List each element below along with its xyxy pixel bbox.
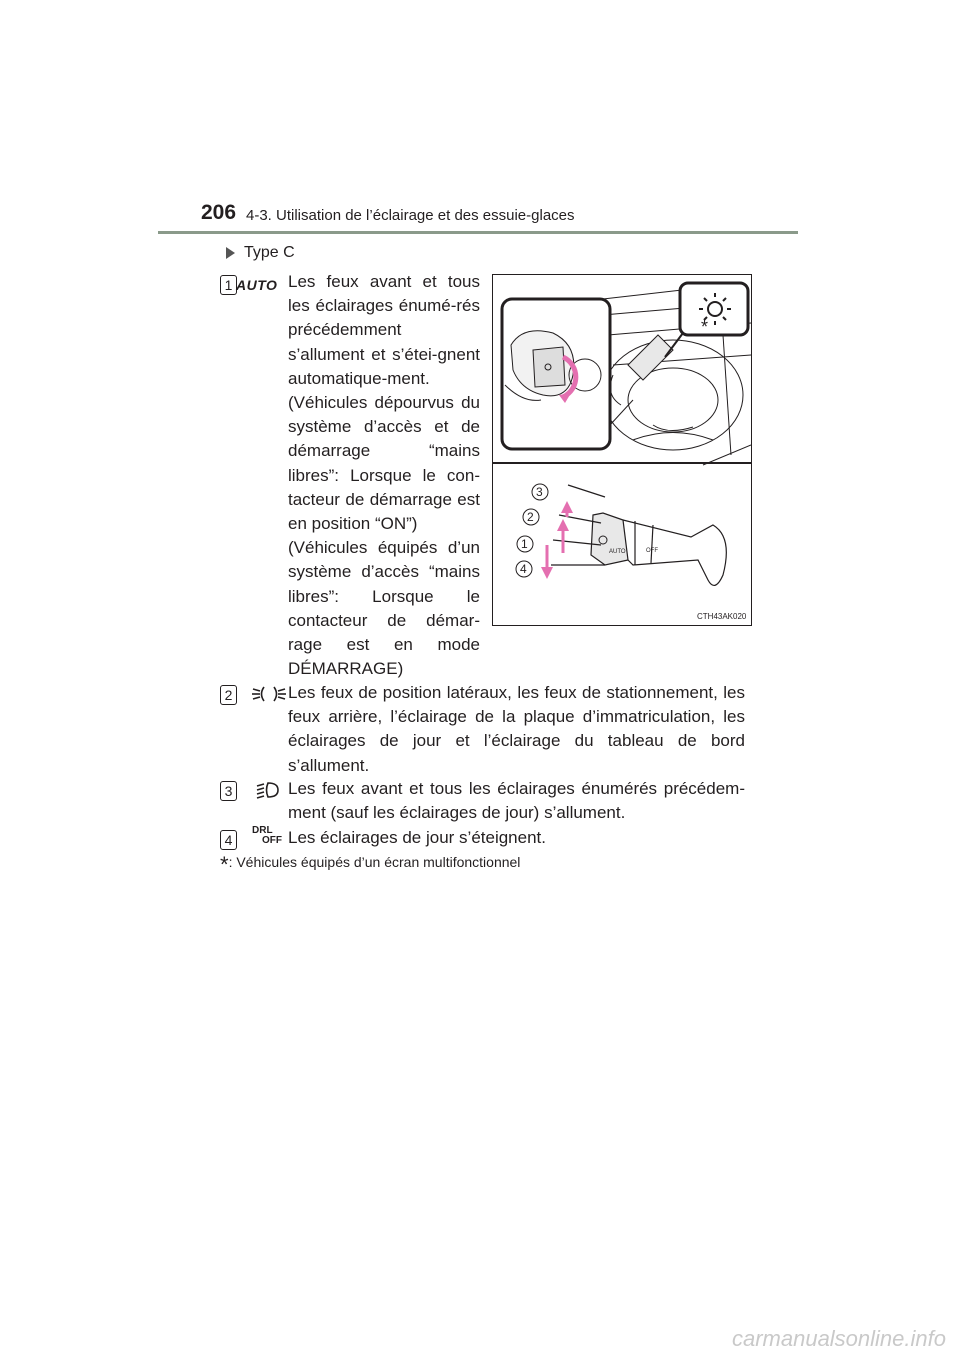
off-switch-label: OFF bbox=[646, 548, 658, 554]
auto-switch-label: AUTO bbox=[609, 549, 626, 555]
triangle-bullet-icon bbox=[226, 247, 235, 259]
type-label: Type C bbox=[244, 244, 295, 261]
callout-3: 3 bbox=[536, 485, 543, 499]
page-number: 206 bbox=[201, 201, 237, 224]
item-number-3: 3 bbox=[220, 781, 237, 801]
asterisk-mark: * bbox=[701, 317, 709, 337]
callout-1: 1 bbox=[521, 537, 528, 551]
item-4-description: Les éclairages de jour s’éteignent. bbox=[288, 828, 546, 847]
auto-icon: AUTO bbox=[236, 277, 278, 293]
item-number-1: 1 bbox=[220, 275, 237, 295]
headlight-icon bbox=[254, 780, 282, 805]
off-icon-text: OFF bbox=[262, 835, 282, 846]
header-divider bbox=[158, 231, 798, 234]
item-3-description: Les feux avant et tous les éclairages énumérés précédem-ment (sauf les éclairages de jour) s’allument. bbox=[288, 779, 745, 823]
side-lights-icon bbox=[252, 684, 286, 709]
watermark: carmanualsonline.info bbox=[731, 1326, 946, 1351]
section-title: 4-3. Utilisation de l’éclairage et des essuie-glaces bbox=[246, 207, 575, 224]
item-number-4: 4 bbox=[220, 830, 237, 850]
item-1-paragraph: (Véhicules équipés d’un système d’accès “mains libres”: Lorsque le contacteur de démar-rage est en mode DÉMARRAGE) bbox=[288, 538, 480, 679]
callout-2: 2 bbox=[527, 510, 534, 524]
light-switch-illustration bbox=[493, 275, 751, 625]
type-heading bbox=[226, 244, 295, 262]
light-switch-figure bbox=[492, 274, 752, 626]
footnote-marker: * bbox=[220, 852, 229, 877]
item-1-paragraph: Les feux avant et tous les éclairages énumé-rés précédemment s’allument et s’étei-gnent automatique-ment. bbox=[288, 272, 480, 388]
item-2-description: Les feux de position latéraux, les feux de stationnement, les feux arrière, l’éclairage de la plaque d’immatriculation, les éclairages de jour et l’éclairage du tableau de bord s’allument. bbox=[288, 683, 745, 775]
callout-4: 4 bbox=[520, 562, 527, 576]
footnote-text: : Véhicules équipés d’un écran multifonctionnel bbox=[228, 854, 521, 870]
footnote bbox=[220, 852, 520, 878]
drl-icon-text: DRL bbox=[252, 825, 273, 836]
figure-code: CTH43AK020 bbox=[697, 612, 747, 621]
item-1-paragraph: (Véhicules dépourvus du système d’accès et de démarrage “mains libres”: Lorsque le con-tacteur de démarrage est en position “ON”) bbox=[288, 393, 480, 534]
item-1-description bbox=[288, 270, 480, 681]
item-number-2: 2 bbox=[220, 685, 237, 705]
drl-off-icon bbox=[252, 826, 282, 846]
